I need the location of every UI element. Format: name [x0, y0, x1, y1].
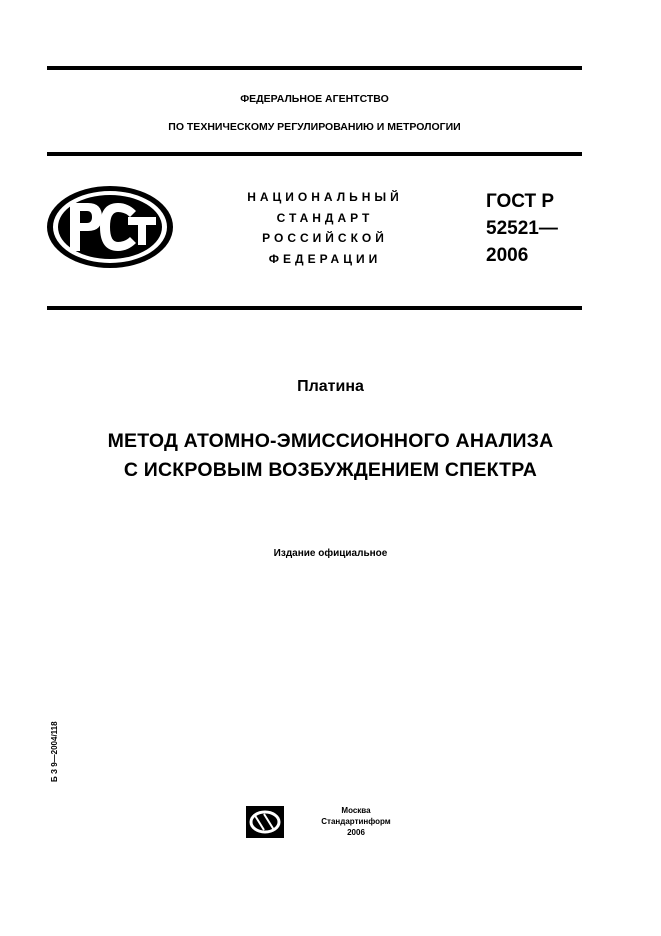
top-rule [47, 66, 582, 70]
publisher-name: Стандартинформ [321, 817, 391, 826]
standartinform-logo-icon [246, 806, 284, 838]
gost-code-line-3: 2006 [486, 245, 529, 266]
document-subject: Платина [297, 378, 364, 395]
gost-code-line-1: ГОСТ Р [486, 191, 555, 212]
national-line-4: ФЕДЕРАЦИИ [268, 252, 382, 266]
publisher-city: Москва [341, 806, 371, 815]
agency-line-2: ПО ТЕХНИЧЕСКОМУ РЕГУЛИРОВАНИЮ И МЕТРОЛОГИИ [168, 121, 461, 133]
document-title-line-1: МЕТОД АТОМНО-ЭМИССИОННОГО АНАЛИЗА [107, 430, 554, 452]
edition-label: Издание официальное [273, 548, 388, 559]
national-line-1: НАЦИОНАЛЬНЫЙ [247, 190, 403, 204]
gost-code-line-2: 52521— [486, 218, 558, 239]
side-code: Б З 9—2004/118 [50, 721, 59, 782]
national-line-3: РОССИЙСКОЙ [262, 231, 388, 245]
document-title-line-2: С ИСКРОВЫМ ВОЗБУЖДЕНИЕМ СПЕКТРА [123, 459, 538, 481]
standard-block-rule [47, 306, 582, 310]
national-line-2: СТАНДАРТ [276, 211, 374, 225]
header-rule [47, 152, 582, 156]
rst-gost-logo-icon [44, 183, 176, 271]
agency-line-1: ФЕДЕРАЛЬНОЕ АГЕНТСТВО [240, 93, 389, 105]
publisher-year: 2006 [347, 828, 365, 837]
